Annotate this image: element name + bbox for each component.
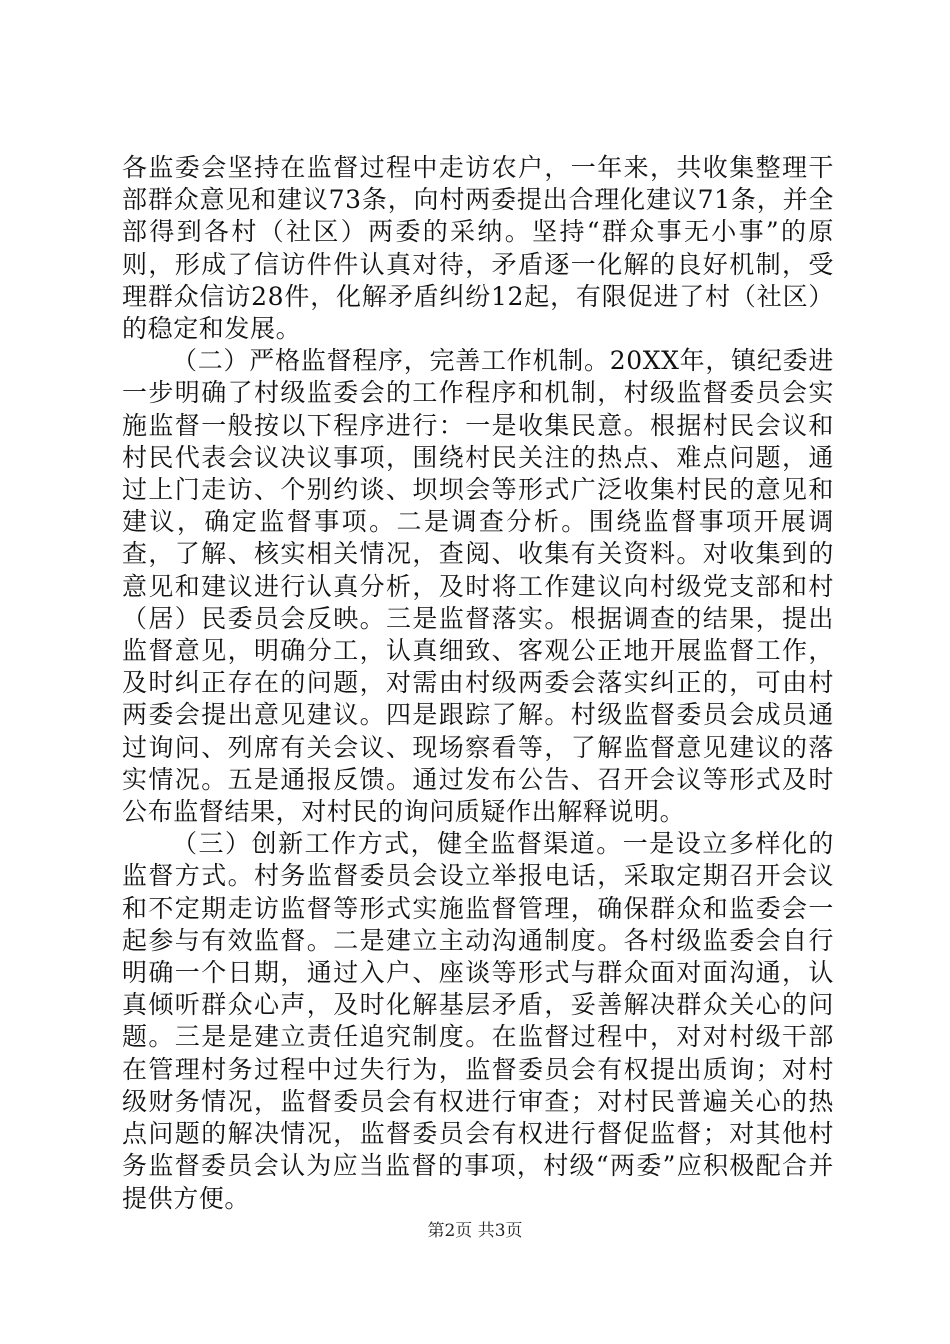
paragraph-section-three: （三）创新工作方式，健全监督渠道。一是设立多样化的监督方式。村务监督委员会设立举报电话，采取定期召开会议和不定期走访监督等形式实施监督管理，确保群众和监委会一起参与有效监督。二是建立主动沟通制度。各村级监委会自行明确一个日期，通过入户、座谈等形式与群众面对面沟通，认真倾听群众心声，及时化解基层矛盾，妥善解决群众关心的问题。三是是建立责任追究制度。在监督过程中，对对村级干部在管理村务过程中过失行为，监督委员会有权提出质询；对村级财务情况，监督委员会有权进行审查；对村民普遍关心的热点问题的解决情况，监督委员会有权进行督促监督；对其他村务监督委员会认为应当监督的事项，村级“两委”应积极配合并提供方便。: [122, 829, 834, 1213]
paragraph-section-two: （二）严格监督程序，完善工作机制。20XX年，镇纪委进一步明确了村级监委会的工作程序和机制，村级监督委员会实施监督一般按以下程序进行：一是收集民意。根据村民会议和村民代表会议决议事项，围绕村民关注的热点、难点问题，通过上门走访、个别约谈、坝坝会等形式广泛收集村民的意见和建议，确定监督事项。二是调查分析。围绕监督事项开展调查，了解、核实相关情况，查阅、收集有关资料。对收集到的意见和建议进行认真分析，及时将工作建议向村级党支部和村（居）民委员会反映。三是监督落实。根据调查的结果，提出监督意见，明确分工，认真细致、客观公正地开展监督工作，及时纠正存在的问题，对需由村级两委会落实纠正的，可由村两委会提出意见建议。四是跟踪了解。村级监督委员会成员通过询问、列席有关会议、现场察看等，了解监督意见建议的落实情况。五是通报反馈。通过发布公告、召开会议等形式及时公布监督结果，对村民的询问质疑作出解释说明。: [122, 346, 834, 827]
page-number-footer: 第2页 共3页: [427, 1221, 523, 1241]
document-body: [122, 152, 834, 1215]
paragraph-continuation: 各监委会坚持在监督过程中走访农户，一年来，共收集整理干部群众意见和建议73条，向村两委提出合理化建议71条，并全部得到各村（社区）两委的采纳。坚持“群众事无小事”的原则，形成了信访件件认真对待，矛盾逐一化解的良好机制，受理群众信访28件，化解矛盾纠纷12起，有限促进了村（社区）的稳定和发展。: [122, 153, 834, 344]
